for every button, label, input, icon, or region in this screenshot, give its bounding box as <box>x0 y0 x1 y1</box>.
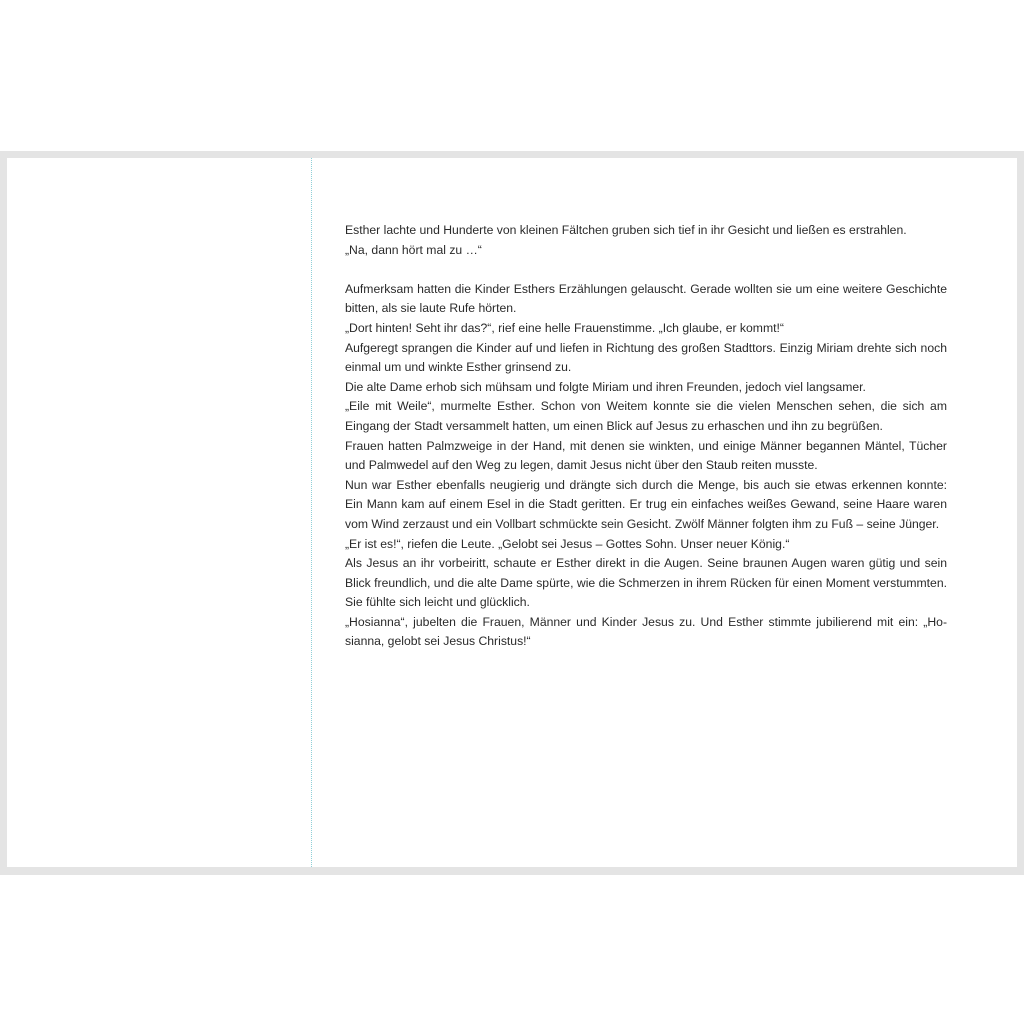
paragraph: „Er ist es!“, riefen die Leute. „Gelobt sei Jesus – Gottes Sohn. Unser neuer König.“ <box>345 536 790 551</box>
spread-frame <box>0 151 1024 875</box>
story-text <box>345 221 947 652</box>
paragraph: Als Jesus an ihr vorbeiritt, schaute er Esther direkt in die Augen. Seine braunen Augen waren gütig und sein Blick freundlich, und die alte Dame spürte, wie die Schmerzen in ihrem Rücken für einen Moment verstummten. Sie fühlte sich leicht und glücklich. <box>345 556 947 610</box>
book-spread <box>7 158 1017 867</box>
paragraph: „Eile mit Weile“, murmelte Esther. Schon von Weitem konnte sie die vielen Menschen sehen, die sich am Eingang der Stadt versammelt hatten, um einen Blick auf Jesus zu erhaschen und ihn zu begrüßen. <box>345 399 947 433</box>
left-page <box>7 158 311 867</box>
paragraph: Frauen hatten Palmzweige in der Hand, mit denen sie winkten, und einige Männer begannen Mäntel, Tücher und Palmwedel auf den Weg zu legen, damit Jesus nicht über den Staub reiten musste. <box>345 438 947 473</box>
paragraph: Esther lachte und Hunderte von kleinen Fältchen gruben sich tief in ihr Gesicht und ließen es erstrahlen. <box>345 223 907 237</box>
paragraph: Die alte Dame erhob sich mühsam und folgte Miriam und ihren Freunden, jedoch viel langsamer. <box>345 379 866 394</box>
paragraph: Nun war Esther ebenfalls neugierig und drängte sich durch die Menge, bis auch sie etwas erkennen konnte: Ein Mann kam auf einem Esel in die Stadt geritten. Er trug ein einfaches weißes Gewand, seine Haare waren vom Wind zerzaust und ein Vollbart schmückte sein Gesicht. Zwölf Männer folgten ihm zu Fuß – seine Jünger. <box>345 477 947 531</box>
paragraph: „Dort hinten! Seht ihr das?“, rief eine helle Frauenstimme. „Ich glaube, er kommt!“ <box>345 320 784 335</box>
paragraph: „Na, dann hört mal zu …“ <box>345 242 482 257</box>
paragraph: Aufmerksam hatten die Kinder Esthers Erzählungen gelauscht. Gerade wollten sie um eine weitere Geschichte bitten, als sie laute Rufe hörten. <box>345 281 947 316</box>
paragraph: Aufgeregt sprangen die Kinder auf und liefen in Richtung des großen Stadttors. Einzig Miriam drehte sich noch einmal um und winkte Esther grinsend zu. <box>345 340 947 375</box>
paragraph: „Hosianna“, jubelten die Frauen, Männer und Kinder Jesus zu. Und Esther stimmte jubilierend mit ein: „Hosianna, gelobt sei Jesus Christus!“ <box>345 614 947 649</box>
right-page <box>312 158 1017 867</box>
